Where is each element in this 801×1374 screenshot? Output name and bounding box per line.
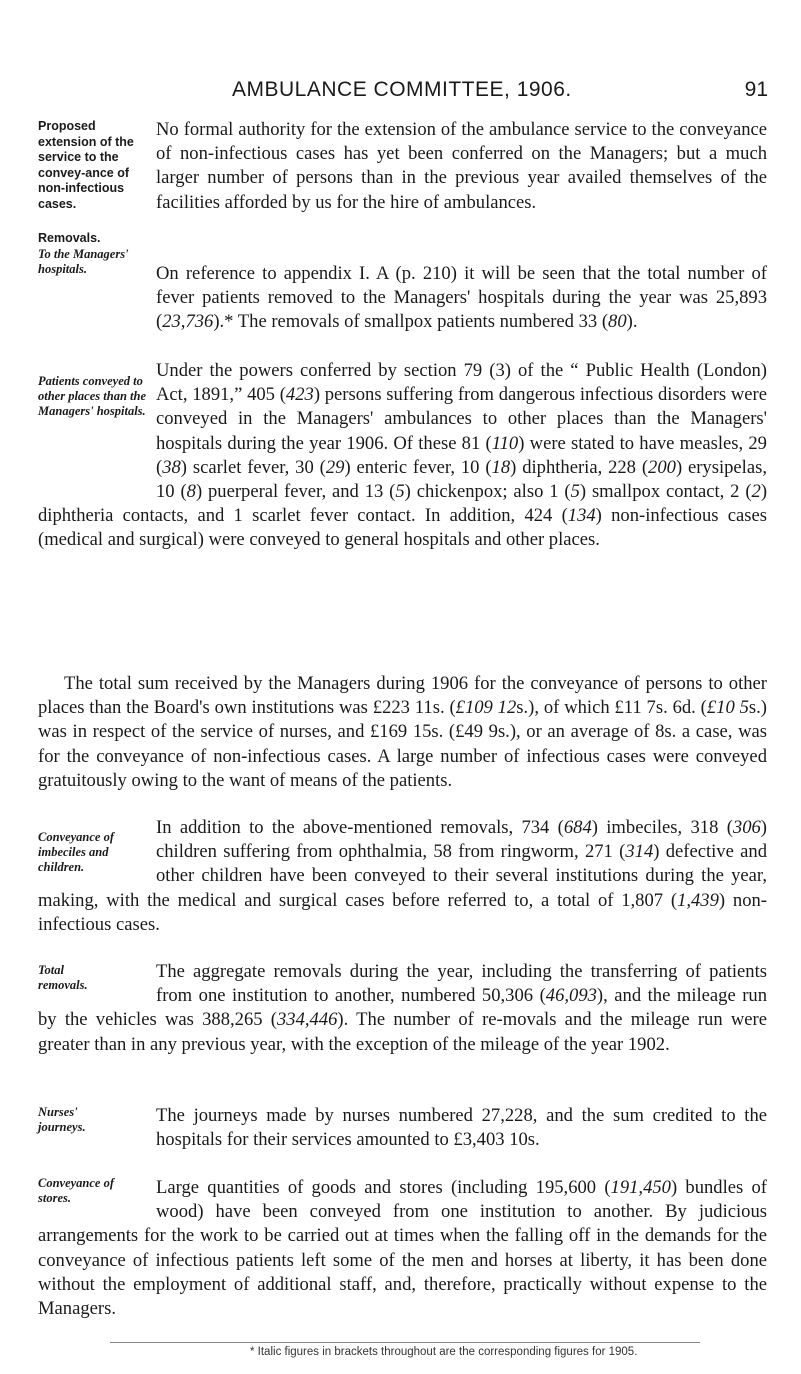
side-note-nurses-journeys: Nurses' journeys. xyxy=(38,1105,86,1134)
paragraph-total-sum: The total sum received by the Managers during 1906 for the conveyance of persons to other places than the Board's own institutions was £223 11s. (£109 12s.), of which £11 7s. 6d. (£10 5s.) was in respect of the service of nurses, and £169 15s. (£49 9s.), or an average of 8s. a case, was for the conveyance of non-infectious cases. A large number of infectious cases were conveyed gratuitously owing to the want of means of the patients. xyxy=(38,673,767,791)
running-title: AMBULANCE COMMITTEE, 1906. xyxy=(232,78,572,101)
paragraph-imbeciles-children: In addition to the above-mentioned removals, 734 (684) imbeciles, 318 (306) children suffering from ophthalmia, 58 from ringworm, 271 (314) defective and other children have been conveyed to their several institutions during the year, making, with the medical and surgical cases before referred to, a total of 1,807 (1,439) non-infectious cases. xyxy=(38,817,767,935)
side-note-conveyance-imbeciles: Conveyance of imbeciles and children. xyxy=(38,830,115,874)
page-header xyxy=(0,78,801,106)
side-note-removals-sub: To the Managers' hospitals. xyxy=(38,247,129,276)
side-note-patients-conveyed: Patients conveyed to other places than the Managers' hospitals. xyxy=(38,374,146,418)
paragraph-patients-conveyed: Under the powers conferred by section 79 (3) of the “ Public Health (London) Act, 1891,” 405 (423) persons suffering from dangerous infectious disorders were conveyed in the Managers' ambulances to other places than the Managers' hospitals during the year 1906. Of these 81 (110) were stated to have measles, 29 (38) scarlet fever, 30 (29) enteric fever, 10 (18) diphtheria, 228 (200) erysipelas, 10 (8) puerperal fever, and 13 (5) chickenpox; also 1 (5) smallpox contact, 2 (2) diphtheria contacts, and 1 scarlet fever contact. In addition, 424 (134) non-infectious cases (medical and surgical) were conveyed to general hospitals and other places. xyxy=(38,360,768,551)
side-note-conveyance-stores: Conveyance of stores. xyxy=(38,1176,115,1205)
page-number: 91 xyxy=(744,78,768,101)
side-note-removals: Removals. xyxy=(38,231,101,245)
paragraph-nurses-journeys: The journeys made by nurses numbered 27,228, and the sum credited to the hospitals for their services amounted to £3,403 10s. xyxy=(156,1105,767,1151)
paragraph-total-removals: The aggregate removals during the year, including the transferring of patients from one institution to another, numbered 50,306 (46,093), and the mileage run by the vehicles was 388,265 (334,446). The number of re-movals and the mileage run were greater than in any previous year, with the exception of the mileage of the year 1902. xyxy=(38,961,767,1055)
side-note-proposed: Proposed extension of the service to the convey-ance of non-infectious cases. xyxy=(38,119,134,211)
footnote: * Italic figures in brackets throughout are the corresponding figures for 1905. xyxy=(250,1346,638,1358)
side-note-total-removals: Total removals. xyxy=(38,963,88,992)
footnote-divider xyxy=(110,1342,700,1343)
paragraph-proposed-extension: No formal authority for the extension of the ambulance service to the conveyance of non-infectious cases has yet been conferred on the Managers; but a much larger number of persons than in the previous year availed themselves of the facilities afforded by us for the hire of ambulances. xyxy=(156,119,767,213)
paragraph-conveyance-stores: Large quantities of goods and stores (including 195,600 (191,450) bundles of wood) have been conveyed from one institution to another. By judicious arrangements for the work to be carried out at times when the falling off in the demands for the conveyance of infectious patients left some of the men and horses at liberty, it has been done without the employment of additional staff, and, therefore, practically without expense to the Managers. xyxy=(38,1177,767,1320)
paragraph-removals: On reference to appendix I. A (p. 210) it will be seen that the total number of fever patients removed to the Managers' hospitals during the year was 25,893 (23,736).* The removals of smallpox patients numbered 33 (80). xyxy=(156,263,767,333)
